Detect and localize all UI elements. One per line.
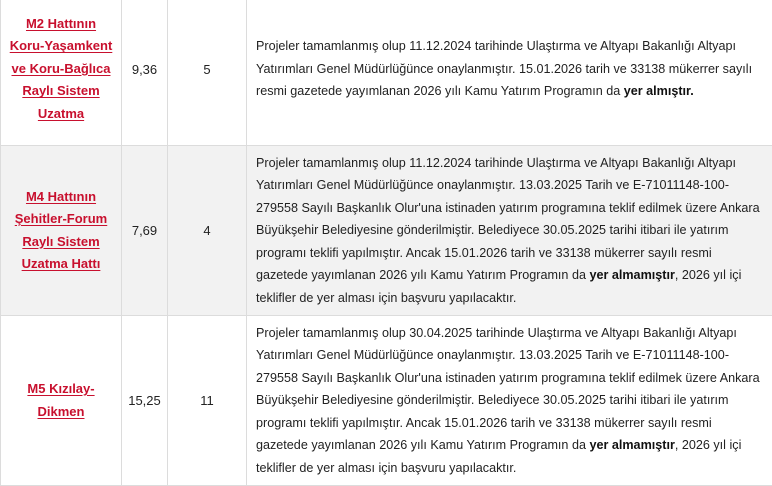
length-km: 7,69 [122,146,168,316]
project-name-link[interactable]: M4 Hattının Şehitler-Forum Raylı Sistem Uzatma Hattı [15,189,107,272]
station-count: 5 [168,0,247,146]
description-emphasis: yer almıştır. [624,84,694,98]
station-count: 11 [168,316,247,486]
description-emphasis: yer almamıştır [589,438,674,452]
description-text: Projeler tamamlanmış olup 11.12.2024 tarihinde Ulaştırma ve Altyapı Bakanlığı Altyapı Yatırımları Genel Müdürlüğünce onaylanmıştır. 13.03.2025 Tarih ve E-71011148-100-279558 Sayılı Başkanlık Olur'una istinaden yatırım programına teklif edilmek üzere Ankara Büyükşehir Belediyesine gönderilmiştir. Belediyece 30.05.2025 tarihi itibari ile yatırım programı teklifi yapılmıştır. Ancak 15.01.2026 tarih ve 33138 mükerrer sayılı resmi gazetede yayımlanan 2026 yılı Kamu Yatırım Programın da [256,156,760,283]
table-row [1,316,772,486]
status-description [247,0,772,146]
description-text: Projeler tamamlanmış olup 11.12.2024 tarihinde Ulaştırma ve Altyapı Bakanlığı Altyapı Yatırımları Genel Müdürlüğünce onaylanmıştır. 15.01.2026 tarih ve 33138 mükerrer sayılı resmi gazetede yayımlanan 2026 yılı Kamu Yatırım Programın da [256,39,752,98]
description-text: Projeler tamamlanmış olup 30.04.2025 tarihinde Ulaştırma ve Altyapı Bakanlığı Altyapı Yatırımları Genel Müdürlüğünce onaylanmıştır. 13.03.2025 Tarih ve E-71011148-100-279558 Sayılı Başkanlık Olur'una istinaden yatırım programına teklif edilmek üzere Ankara Büyükşehir Belediyesine gönderilmiştir. Belediyece 30.05.2025 tarihi itibari ile yatırım programı teklifi yapılmıştır. Ancak 15.01.2026 tarih ve 33138 mükerrer sayılı resmi gazetede yayımlanan 2026 yılı Kamu Yatırım Programın da [256,326,760,453]
length-km: 15,25 [122,316,168,486]
project-name-cell [1,0,122,146]
project-name-link[interactable]: M5 Kızılay-Dikmen [27,381,94,419]
project-name-cell [1,316,122,486]
length-km: 9,36 [122,0,168,146]
table-row [1,146,772,316]
description-emphasis: yer almamıştır [589,268,674,282]
table-row [1,0,772,146]
status-description [247,146,772,316]
description-tail: , 2026 yıl içi teklifler de yer alması için başvuru yapılacaktır. [256,438,741,475]
status-description [247,316,772,486]
description-tail: , 2026 yıl içi teklifler de yer alması için başvuru yapılacaktır. [256,268,741,305]
project-name-link[interactable]: M2 Hattının Koru-Yaşamkent ve Koru-Bağlıca Raylı Sistem Uzatma [10,16,113,121]
project-name-cell [1,146,122,316]
station-count: 4 [168,146,247,316]
